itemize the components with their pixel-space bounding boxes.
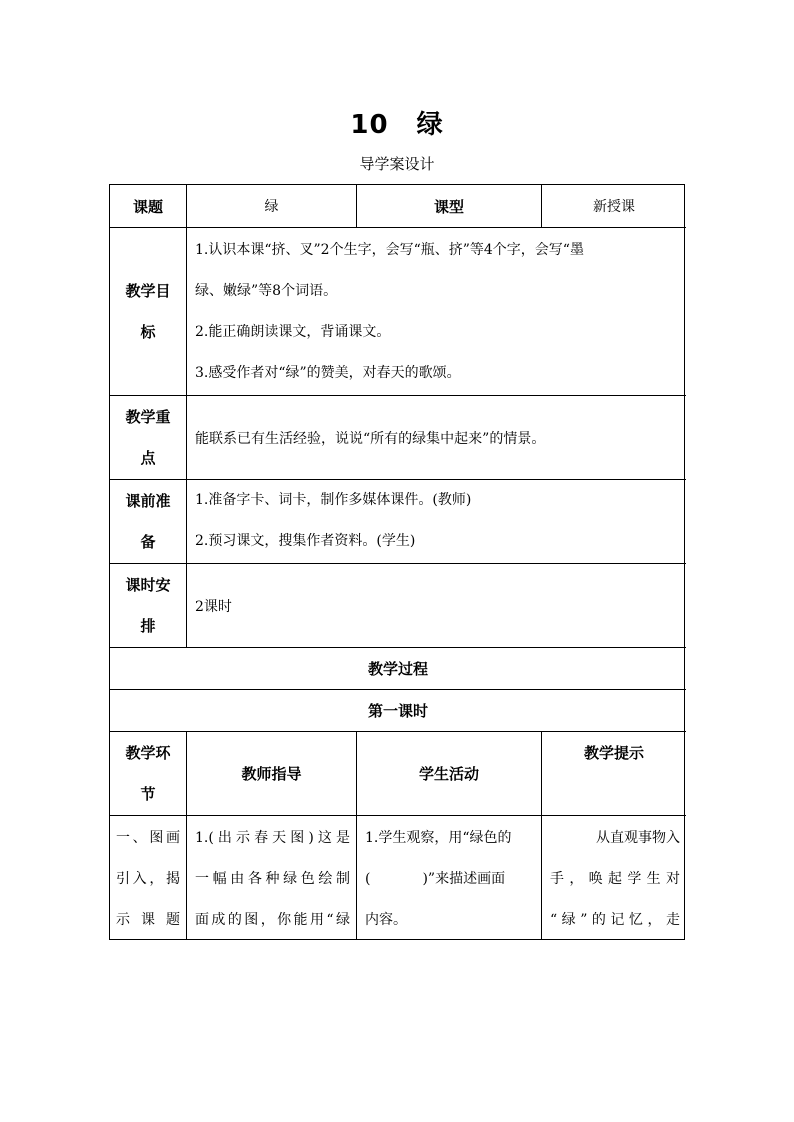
objective-line: 2.能正确朗读课文，背诵课文。: [195, 324, 391, 340]
page-title: [0, 104, 794, 141]
preparation-content: [187, 480, 686, 564]
hint-line: 从直观事物入: [596, 830, 680, 846]
blank-open: (: [365, 871, 371, 887]
schedule-label-line1: 课时安: [125, 575, 171, 594]
lesson-plan-table: [109, 184, 685, 940]
topic-label: 课题: [110, 185, 187, 228]
teacher-header: 教师指导: [187, 732, 357, 816]
stage-header: [110, 732, 187, 816]
page-subtitle: 导学案设计: [359, 155, 435, 173]
hint-cell: [542, 816, 686, 940]
student-header: 学生活动: [357, 732, 542, 816]
schedule-label-line2: 排: [140, 616, 156, 635]
lesson-heading: 第一课时: [110, 690, 686, 732]
keypoint-label-line2: 点: [140, 448, 156, 467]
stage-line: 一、图画: [116, 830, 180, 846]
stage-header-line2: 节: [140, 784, 156, 803]
teacher-cell: [187, 816, 357, 940]
student-cell: [357, 816, 542, 940]
preparation-line: 1.准备字卡、词卡，制作多媒体课件。(教师): [195, 492, 472, 508]
lesson-number: 10: [350, 110, 389, 140]
schedule-content: 2课时: [187, 564, 686, 648]
stage-line: 引入，揭: [116, 871, 180, 887]
objective-line: 1.认识本课“挤、叉”2个生字，会写“瓶、挤”等4个字，会写“墨: [195, 242, 584, 258]
preparation-line: 2.预习课文，搜集作者资料。(学生): [195, 533, 416, 549]
type-label: 课型: [357, 185, 542, 228]
teacher-line: 一幅由各种绿色绘制: [195, 871, 350, 887]
teacher-line: 面成的图，你能用“绿: [195, 912, 350, 928]
objective-line: 绿、嫩绿”等8个词语。: [195, 283, 338, 299]
schedule-label: [110, 564, 187, 648]
hint-header: 教学提示: [542, 732, 686, 816]
student-line: 内容。: [365, 912, 407, 928]
process-heading: 教学过程: [110, 648, 686, 690]
objectives-label-line2: 标: [140, 322, 156, 341]
blank-close: )”来描述画面: [422, 871, 506, 887]
topic-value: 绿: [187, 185, 357, 228]
lesson-title: 绿: [416, 110, 444, 140]
type-value: 新授课: [542, 185, 686, 228]
preparation-label: [110, 480, 187, 564]
stage-header-line1: 教学环: [125, 743, 171, 762]
objectives-label-line1: 教学目: [125, 281, 171, 300]
objectives-content: [187, 228, 686, 396]
hint-line: “绿”的记忆，走: [550, 912, 680, 928]
preparation-label-line1: 课前准: [125, 491, 171, 510]
objectives-label: [110, 228, 187, 396]
keypoint-label: [110, 396, 187, 480]
keypoint-label-line1: 教学重: [125, 407, 171, 426]
student-line: [365, 859, 535, 900]
objective-line: 3.感受作者对“绿”的赞美，对春天的歌颂。: [195, 365, 461, 381]
keypoint-content: 能联系已有生活经验，说说“所有的绿集中起来”的情景。: [187, 396, 686, 480]
preparation-label-line2: 备: [140, 532, 156, 551]
hint-line: 手，唤起学生对: [550, 871, 680, 887]
stage-cell: [110, 816, 187, 940]
teacher-line: 1.(出示春天图)这是: [195, 830, 350, 846]
stage-line: 示 课 题: [116, 912, 180, 928]
student-line: 1.学生观察，用“绿色的: [365, 830, 512, 846]
